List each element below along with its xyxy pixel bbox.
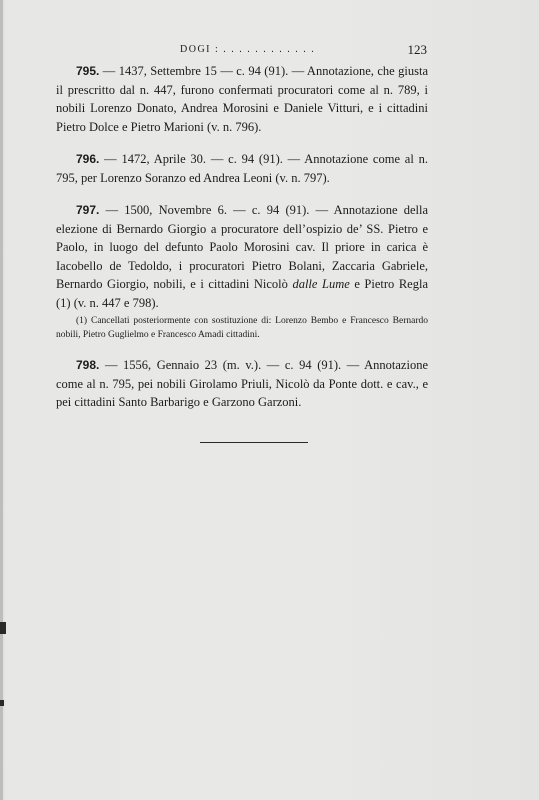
- page-body: [56, 62, 428, 412]
- entry-797: [56, 201, 428, 312]
- entry-795: [56, 62, 428, 136]
- entry-number: 798.: [76, 358, 100, 372]
- entry-798: [56, 356, 428, 412]
- entry-number: 797.: [76, 203, 100, 217]
- entry-796: [56, 150, 428, 187]
- entry-text: — 1556, Gennaio 23 (m. v.). — c. 94 (91). — Annotazione come al n. 795, pei nobili Girolamo Priuli, Nicolò da Ponte dott. e cav., e pei cittadini Santo Barbarigo e Garzono Garzoni.: [56, 358, 428, 409]
- running-head: DOGI : . . . . . . . . . . . .: [180, 44, 316, 55]
- edge-ink-mark: [0, 622, 6, 634]
- entry-text: — 1500, Novembre 6. — c. 94 (91). — Annotazione della elezione di Bernardo Giorgio a procuratore dell’ospizio de’ SS. Pietro e Paolo, in luogo del defunto Paolo Morosini cav. Il priore in carica è Iacobello de Tedoldo, i procuratori Pietro Bolani, Zaccaria Gabriele, Bernardo Giorgio, nobili, e i cittadini Nicolò: [56, 203, 428, 291]
- entry-number: 795.: [76, 64, 100, 78]
- entry-italic-text: dalle Lume: [292, 277, 350, 291]
- edge-ink-mark: [0, 700, 4, 706]
- page-number: 123: [407, 42, 427, 57]
- entry-text: — 1437, Settembre 15 — c. 94 (91). — Annotazione, che giusta il prescritto dal n. 447, furono confermati procuratori come al n. 789, i nobili Lorenzo Donato, Andrea Morosini e Daniele Vitturi, e i cittadini Pietro Dolce e Pietro Marioni (v. n. 796).: [56, 64, 428, 134]
- entry-number: 796.: [76, 152, 100, 166]
- section-end-rule: [200, 442, 308, 443]
- entry-text-continued: e Pietro Regla (1) (v. n. 447 e 798).: [56, 277, 428, 310]
- entry-text: — 1472, Aprile 30. — c. 94 (91). — Annotazione come al n. 795, per Lorenzo Soranzo ed Andrea Leoni (v. n. 797).: [56, 152, 428, 185]
- footnote: (1) Cancellati posteriormente con sostituzione di: Lorenzo Bembo e Francesco Bernardo nobili, Pietro Guglielmo e Francesco Amadi cittadini.: [56, 316, 428, 340]
- page-binding-edge: [0, 0, 3, 800]
